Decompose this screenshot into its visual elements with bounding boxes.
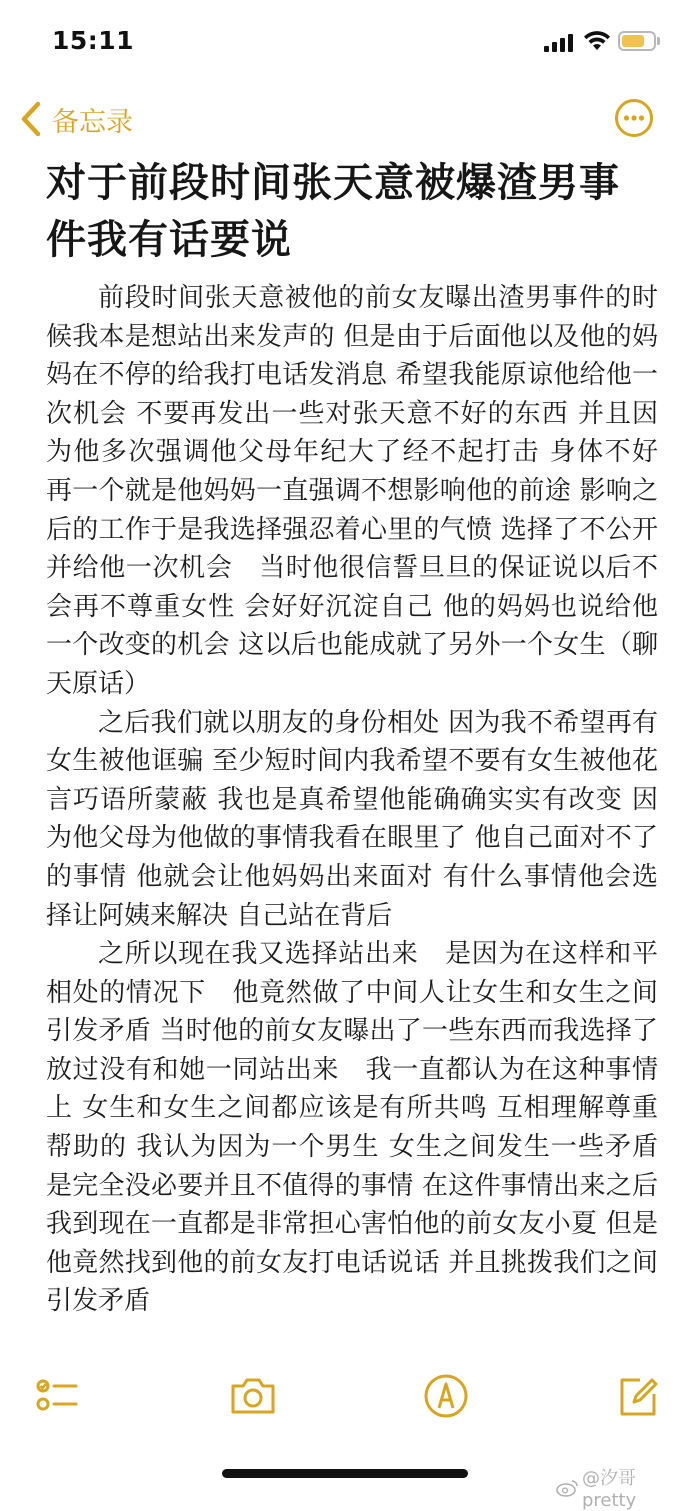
back-button-label: 备忘录 — [52, 106, 133, 138]
compose-icon[interactable] — [614, 1372, 662, 1420]
battery-tip — [657, 37, 660, 45]
back-button[interactable] — [18, 98, 133, 140]
chevron-left-icon — [18, 100, 44, 138]
note-title: 对于前段时间张天意被爆渣男事件我有话要说 — [46, 160, 620, 263]
note-body — [46, 279, 658, 1321]
camera-icon[interactable] — [229, 1372, 277, 1420]
home-indicator[interactable] — [222, 1469, 468, 1478]
markup-pen-icon[interactable] — [422, 1372, 470, 1420]
weibo-logo-icon — [556, 1479, 578, 1497]
note-paragraph: 之后我们就以朋友的身份相处 因为我不希望再有女生被他诓骗 至少短时间内我希望不要有女生被他花言巧语所蒙蔽 我也是真希望他能确确实实有改变 因为他父母为他做的事情我看在眼里了 他自己面对不了的事情 他就会让他妈妈出来面对 有什么事情他会选择让阿姨来解决 自己站在背后 — [46, 707, 658, 931]
watermark — [556, 1464, 690, 1511]
battery-icon — [618, 31, 656, 51]
note-paragraph: 前段时间张天意被他的前女友曝出渣男事件的时候我本是想站出来发声的 但是由于后面他以及他的妈妈在不停的给我打电话发消息 希望我能原谅他给他一次机会 不要再发出一些对张天意不好的东西 并且因为他多次强调他父母年纪大了经不起打击 身体不好 再一个就是他妈妈一直强调不想影响他的前途 影响之后的工作于是我选择强忍着心里的气愤 选择了不公开 并给他一次机会 当时他很信誓旦旦的保证说以后不会再不尊重女性 会好好沉淀自己 他的妈妈也说给他一个改变的机会 这以后也能成就了另外一个女生（聊天原话） — [46, 283, 658, 699]
status-time: 15:11 — [52, 26, 135, 55]
watermark-text: @汐哥pretty — [581, 1468, 637, 1511]
bottom-toolbar — [0, 1372, 690, 1432]
status-bar — [0, 0, 690, 86]
wifi-icon — [583, 30, 611, 52]
note-content[interactable] — [46, 155, 658, 1321]
note-paragraph: 之所以现在我又选择站出来 是因为在这样和平相处的情况下 他竟然做了中间人让女生和女生之间引发矛盾 当时他的前女友曝出了一些东西而我选择了放过没有和她一同站出来 我一直都认为在这种事情上 女生和女生之间都应该是有所共鸣 互相理解尊重帮助的 我认为因为一个男生 女生之间发生一些矛盾是完全没必要并且不值得的事情 在这件事情出来之后我到现在一直都是非常担心害怕他的前女友小夏 但是他竟然找到他的前女友打电话说话 并且挑拨我们之间引发矛盾 — [46, 939, 658, 1317]
cellular-signal-icon — [544, 34, 574, 52]
more-options-icon[interactable] — [614, 98, 654, 138]
checklist-icon[interactable] — [32, 1372, 80, 1420]
